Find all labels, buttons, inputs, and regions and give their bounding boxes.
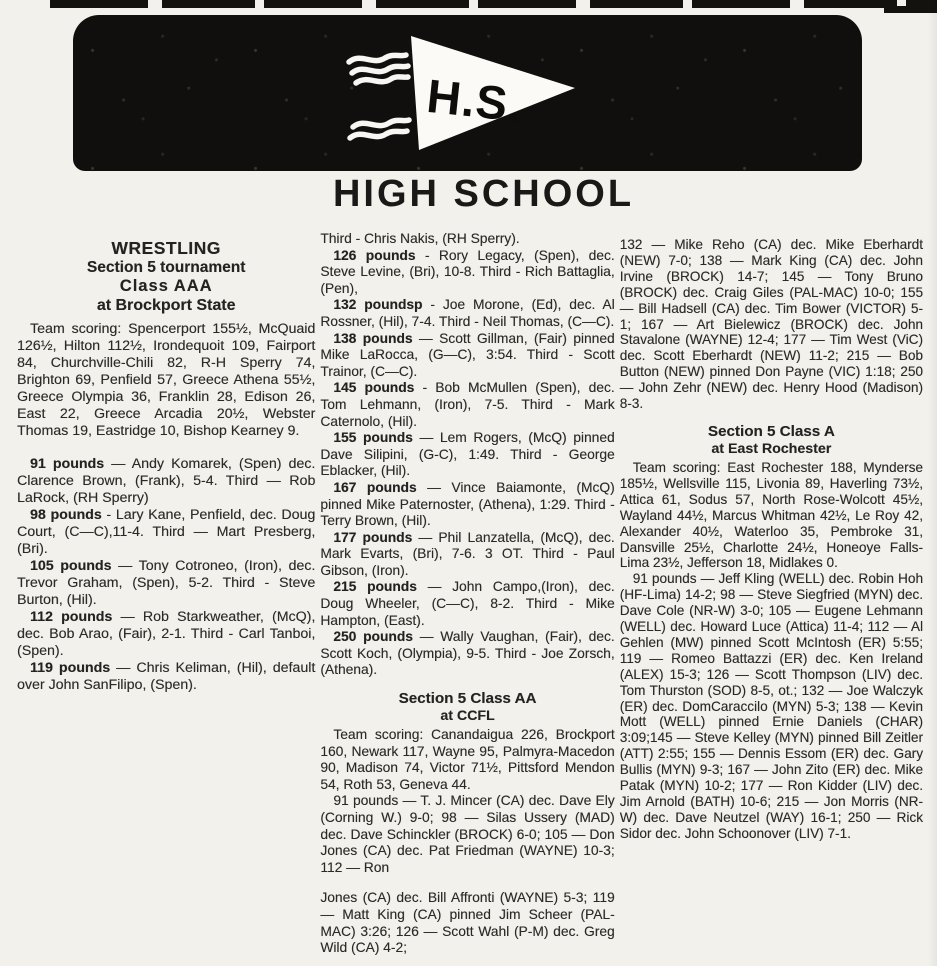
- result-entry: [17, 456, 315, 507]
- result-entry: [320, 297, 614, 330]
- article-title: WRESTLING: [111, 238, 221, 258]
- result-entry: [320, 579, 614, 629]
- page-headline: HIGH SCHOOL: [332, 173, 635, 215]
- result-text: — Scott Gillman, (Fair) pinned Mike LaRocca, (G—C), 3:54. Third - Scott Trainor, (C—C).: [320, 330, 615, 379]
- result-text: — Andy Komarek, (Spen) dec. Clarence Brown, (Frank), 5-4. Third — Rob LaRock, (RH Sperry): [17, 456, 316, 506]
- team-scoring: Team scoring: East Rochester 188, Mynderse 185½, Wellsville 115, Livonia 89, Haverling 73½, Attica 61, Sodus 57, North Rose-Wolcott 45½, Wayland 44½, Marcus Whitman 42½, Le Roy 42, Alexander 40½, Waterloo 35, Pembroke 31, Dansville 25½, Charlotte 24½, Honeoye Falls-Lima 23½, Jefferson 18, Midlakes 0.: [619, 459, 923, 571]
- weight-class: 155 pounds: [333, 430, 413, 446]
- result-text: — Chris Keliman, (Hil), default over John SanFilipo, (Spen).: [17, 660, 316, 693]
- team-scoring: Team scoring: Spencerport 155½, McQuaid 126½, Hilton 112½, Irondequoit 109, Fairport 84, Churchville-Chili 82, R-H Sperry 74, Brighton 69, Penfield 57, Greece Athena 55½, Greece Olympia 36, Franklin 28, Edison 26, East 22, Greece Arcadia 20½, Webster Thomas 19, Eastridge 10, Bishop Kearney 9.: [17, 321, 316, 439]
- scan-artifact-strip: [50, 0, 937, 8]
- section-title: Section 5 Class A: [707, 422, 835, 440]
- result-entry: [320, 380, 614, 430]
- result-entry: [320, 480, 614, 530]
- result-entry: [320, 331, 614, 381]
- result-entry: [17, 660, 315, 694]
- weight-class: 138 pounds: [333, 330, 413, 346]
- column-1: [17, 231, 315, 957]
- section-heading: [320, 690, 614, 725]
- wave-lines-icon: [349, 55, 409, 138]
- pennant-label: H.S.: [424, 68, 525, 132]
- section-venue: at CCFL: [440, 708, 495, 725]
- class-name: Class AAA: [119, 277, 213, 295]
- weight-class: 177 pounds: [333, 529, 413, 545]
- weight-class: 250 pounds: [333, 629, 413, 645]
- result-text: - Rory Legacy, (Spen), dec. Steve Levine, (Bri), 10-8. Third - Rich Battaglia, (Pen),: [320, 247, 615, 296]
- result-text: — Phil Lanzatella, (McQ), dec. Mark Evarts, (Bri), 7-6. 3 OT. Third - Paul Gibson, (Iron).: [320, 529, 615, 578]
- results-paragraph: 91 pounds — Jeff Kling (WELL) dec. Robin Hoh (HF-Lima) 14-2; 98 — Steve Siegfried (MYN) dec. Dave Cole (NR-W) 3-0; 105 — Eugene Lehmann (WELL) dec. Howard Luce (Attica) 11-4; 112 — Al Gehlen (MW) pinned Scott McIntosh (ER) 5:55; 119 — Romeo Battazzi (ER) dec. Ken Ireland (ALEX) 15-3; 126 — Scott Thompson (LIV) dec. Tom Thurston (SOD) 8-5, ot.; 132 — Joe Walczyk (ER) dec. DomCaraccilo (MYN) 5-3; 138 — Kevin Mott (WELL) pinned Ernie Daniels (CHAR) 3:09;145 — Steve Kelley (MYN) pinned Bill Zeitler (ATT) 2:55; 155 — Dennis Essom (ER) dec. Gary Bullis (MYN) 9-3; 167 — John Zito (ER) dec. Mike Patak (MYN) 10-2; 177 — Ron Kidder (LIV) dec. Jim Arnold (BATH) 10-6; 215 — Jon Morris (NR-W) dec. Dave Neutzel (WAY) 16-1; 250 — Rick Sidor dec. John Schoonover (LIV) 7-1.: [619, 571, 923, 841]
- section-venue: at East Rochester: [711, 440, 832, 457]
- column-3: [620, 231, 923, 957]
- result-text: — Lem Rogers, (McQ) pinned Dave Silipini, (G-C), 1:49. Third - George Eblacker, (Hil).: [320, 430, 615, 479]
- weight-class: 98 pounds: [30, 507, 102, 523]
- hs-masthead-banner: [73, 15, 862, 171]
- result-entry: [320, 530, 614, 580]
- weight-class: 126 pounds: [333, 247, 416, 263]
- result-text: — Vince Baiamonte, (McQ) pinned Mike Paternoster, (Athena), 1:29. Third - Terry Brown, (Hil).: [320, 479, 615, 529]
- weight-class: 145 pounds: [333, 380, 415, 396]
- result-entry: [320, 629, 614, 679]
- results-paragraph: Jones (CA) dec. Bill Affronti (WAYNE) 5-3; 119 — Matt King (CA) pinned Jim Scheer (PAL-MAC) 3:26; 126 — Scott Wahl (P-M) dec. Greg Wild (CA) 4-2;: [320, 890, 615, 956]
- weight-class: 215 pounds: [333, 579, 417, 595]
- result-entry: [320, 248, 614, 298]
- column-2: [320, 231, 614, 957]
- result-text: — John Campo,(Iron), dec. Doug Wheeler, (C—C), 8-2. Third - Mike Hampton, (East).: [320, 579, 615, 628]
- hs-pennant-icon: [339, 29, 579, 160]
- tournament-subtitle: Section 5 tournament: [86, 259, 246, 276]
- results-paragraph: 132 — Mike Reho (CA) dec. Mike Eberhardt (NEW) 7-0; 138 — Mark King (CA) dec. John Irvine (BROCK) 14-7; 145 — Tony Bruno (BROCK) dec. Craig Giles (PAL-MAC) 10-0; 155 — Bill Hadsell (CA) dec. Tim Bower (VICTOR) 5-1; 167 — Art Bielewicz (BROCK) dec. John Stavalone (WAYNE) 12-4; 177 — Tim West (ViC) dec. Scott Eberhardt (NEW) 11-2; 215 — Bob Button (NEW) pinned Don Payne (VIC) 1:18; 250 — John Zehr (NEW) dec. Henry Hood (Madison) 8-3.: [619, 237, 923, 412]
- article-body: [17, 231, 923, 957]
- result-text: — Tony Cotroneo, (Iron), dec. Trevor Graham, (Spen), 5-2. Third - Steve Burton, (Hil).: [17, 558, 316, 608]
- weight-class: 132 poundsp: [333, 297, 423, 313]
- result-text: - Joe Morone, (Ed), dec. Al Rossner, (Hil), 7-4. Third - Neil Thomas, (C—C).: [320, 297, 615, 329]
- result-entry: [17, 609, 315, 660]
- article-heading: [17, 239, 315, 315]
- scan-edge-shading: [928, 0, 937, 966]
- weight-class: 112 pounds: [30, 609, 113, 625]
- result-text: - Bob McMullen (Spen), dec. Tom Lehmann, (Iron), 7-5. Third - Mark Caternolo, (Hil).: [320, 380, 615, 429]
- section-title: Section 5 Class AA: [398, 690, 537, 708]
- continuation-text: Third - Chris Nakis, (RH Sperry).: [320, 231, 520, 246]
- result-entry: [320, 430, 614, 480]
- results-paragraph: 91 pounds — T. J. Mincer (CA) dec. Dave Ely (Corning W.) 9-0; 98 — Silas Ussery (MAD) dec. Dave Schinckler (BROCK) 6-0; 105 — Don Jones (CA) dec. Pat Friedman (WAYNE) 10-3; 112 — Ron: [320, 793, 615, 875]
- result-entry: [17, 507, 315, 558]
- venue: at Brockport State: [96, 297, 236, 314]
- result-entry: [17, 558, 315, 609]
- weight-class: 105 pounds: [30, 558, 112, 574]
- weight-class: 91 pounds: [30, 456, 105, 472]
- weight-class: 119 pounds: [30, 660, 111, 676]
- team-scoring: Team scoring: Canandaigua 226, Brockport 160, Newark 117, Wayne 95, Palmyra-Macedon 90, Madison 74, Victor 71½, Pittsford Mendon 54, Roth 53, Geneva 44.: [320, 727, 615, 792]
- result-text: - Lary Kane, Penfield, dec. Doug Court, (C—C),11-4. Third — Mart Presberg, (Bri).: [17, 507, 316, 557]
- weight-class: 167 pounds: [333, 479, 417, 495]
- section-heading: [620, 423, 923, 458]
- result-text: — Wally Vaughan, (Fair), dec. Scott Koch, (Olympia), 9-5. Third - Joe Zorsch, (Athena).: [320, 629, 615, 678]
- result-text: — Rob Starkweather, (McQ), dec. Bob Arao, (Fair), 2-1. Third - Carl Tanboi, (Spen).: [17, 609, 316, 659]
